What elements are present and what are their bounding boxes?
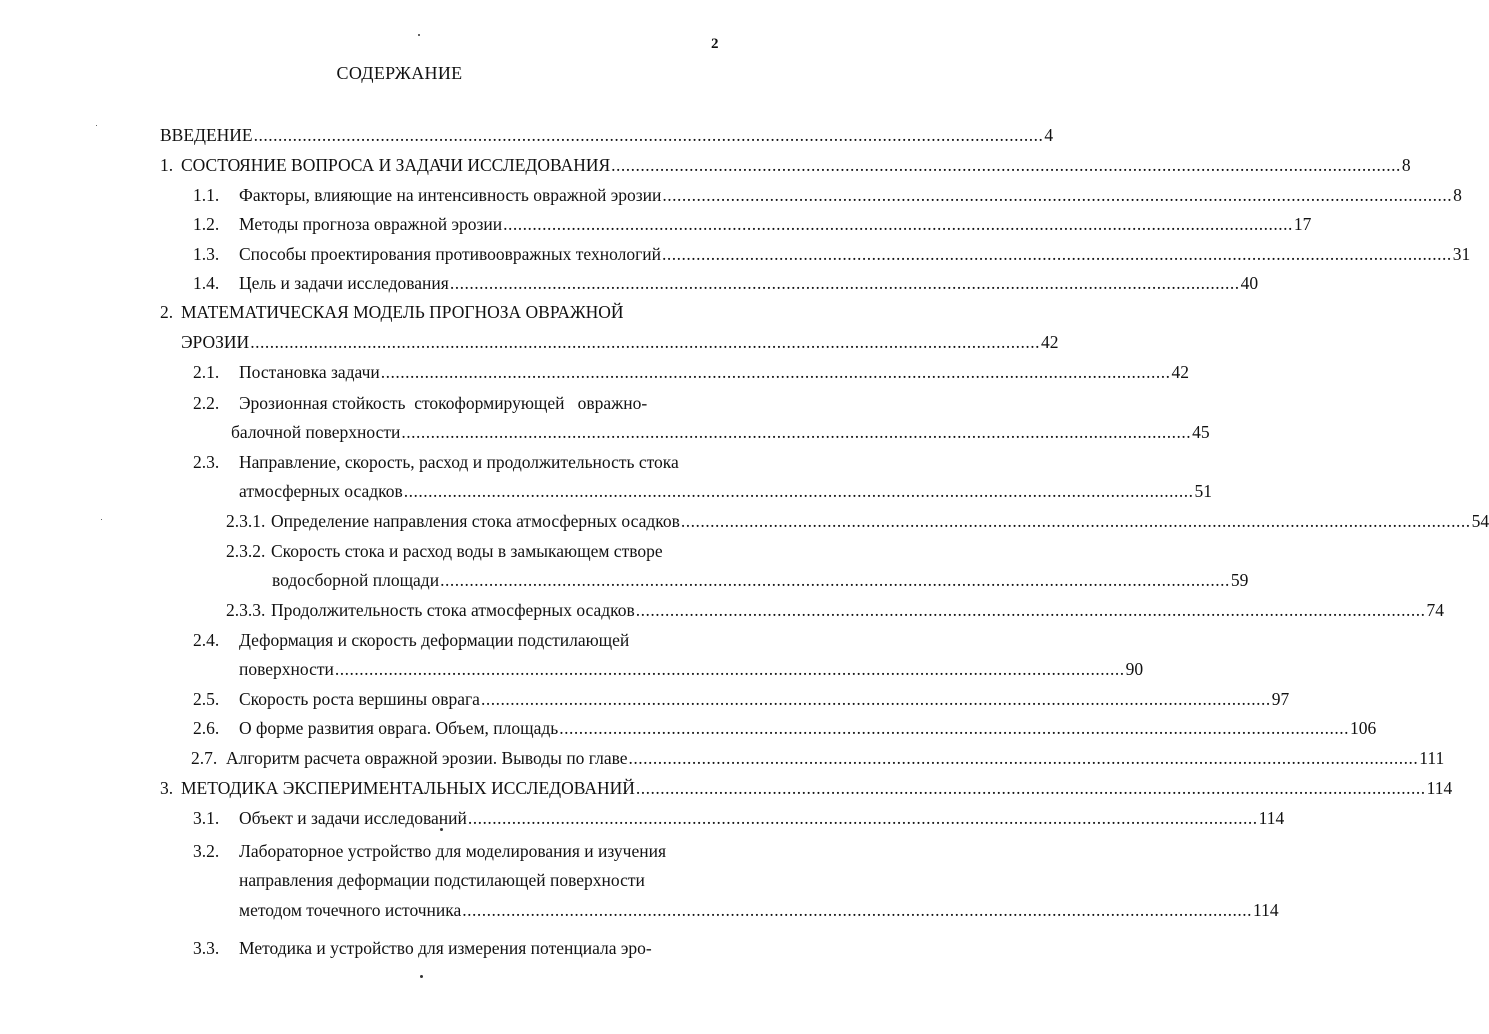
toc-leader: .................................................................................................................................................................. <box>253 125 1044 145</box>
toc-entry-2-5 <box>193 685 1290 713</box>
toc-entry-2-3-2 <box>226 537 720 565</box>
toc-entry-text: Скорость роста вершины оврага <box>239 689 480 709</box>
toc-entry-3 <box>160 774 1453 802</box>
toc-leader: .................................................................................................................................................................. <box>635 600 1426 620</box>
toc-entry-2-3-3 <box>226 596 1445 624</box>
toc-entry-page: 4 <box>1044 125 1054 145</box>
toc-entry-text: Методы прогноза овражной эрозии <box>239 214 503 234</box>
toc-entry-2-2-cont <box>193 418 1210 446</box>
toc-leader: .................................................................................................................................................................. <box>480 689 1271 709</box>
toc-leader: .................................................................................................................................................................. <box>467 808 1258 828</box>
toc-entry-text: ЭРОЗИИ <box>181 332 250 352</box>
toc-entry-text: Эрозионная стойкость стокоформирующей овражно- <box>239 393 648 413</box>
toc-leader: .................................................................................................................................................................. <box>334 659 1125 679</box>
toc-leader: .................................................................................................................................................................. <box>662 185 1453 205</box>
toc-entry-text: МЕТОДИКА ЭКСПЕРИМЕНТАЛЬНЫХ ИССЛЕДОВАНИЙ <box>181 778 635 798</box>
scan-speck <box>440 828 443 831</box>
toc-entry-number: 2.6. <box>193 718 220 738</box>
toc-entry-text: ВВЕДЕНИЕ <box>160 125 253 145</box>
toc-entry-text: Лабораторное устройство для моделирования и изучения <box>239 841 667 861</box>
toc-entry-page: 59 <box>1230 570 1249 590</box>
page-title: СОДЕРЖАНИЕ <box>336 63 463 83</box>
toc-entry-page: 106 <box>1350 718 1377 738</box>
toc-entry-number: 1.4. <box>193 273 220 293</box>
toc-entry-2-2 <box>193 389 720 417</box>
toc-entry-2-7 <box>191 744 1445 772</box>
toc-entry-text: атмосферных осадков <box>239 481 403 501</box>
toc-entry-number: 1.2. <box>193 214 220 234</box>
toc-entry-text: Постановка задачи <box>239 362 380 382</box>
toc-leader: .................................................................................................................................................................. <box>503 214 1293 234</box>
toc-entry-number: 2.3.1. <box>226 511 266 531</box>
toc-leader: .................................................................................................................................................................. <box>611 155 1401 175</box>
toc-entry-2-4-cont <box>193 655 1144 683</box>
toc-entry-text: Методика и устройство для измерения потенциала эро- <box>239 938 652 958</box>
toc-entry-text: водосборной площади <box>272 570 440 590</box>
toc-entry-page: 114 <box>1253 900 1279 920</box>
toc-entry-page: 45 <box>1192 422 1210 442</box>
toc-leader: .................................................................................................................................................................. <box>380 362 1171 382</box>
toc-entry-page: 42 <box>1040 332 1059 352</box>
toc-entry-page: 111 <box>1419 748 1445 768</box>
toc-entry-intro <box>160 121 1054 149</box>
toc-entry-page: 8 <box>1401 155 1411 175</box>
toc-leader: .................................................................................................................................................................. <box>462 900 1253 920</box>
toc-entry-text: Определение направления стока атмосферных осадков <box>271 511 680 531</box>
toc-leader: .................................................................................................................................................................. <box>449 273 1240 293</box>
toc-entry-3-2-cont1 <box>193 866 720 894</box>
toc-entry-number: 2. <box>160 302 174 322</box>
toc-entry-text: Алгоритм расчета овражной эрозии. Выводы по главе <box>226 748 628 768</box>
toc-entry-text: методом точечного источника <box>239 900 462 920</box>
toc-entry-1 <box>160 151 1411 179</box>
toc-entry-text: Продолжительность стока атмосферных осадков <box>271 600 635 620</box>
toc-entry-number: 3.3. <box>193 938 220 958</box>
toc-entry-number: 1.1. <box>193 185 220 205</box>
page-number: 2 <box>711 36 719 52</box>
toc-entry-text: Цель и задачи исследования <box>239 273 449 293</box>
toc-entry-number: 2.3. <box>193 452 220 472</box>
toc-entry-number: 1. <box>160 155 174 175</box>
scan-speck <box>101 519 102 520</box>
toc-entry-number: 2.2. <box>193 393 220 413</box>
toc-entry-text: Деформация и скорость деформации подстилающей <box>239 630 630 650</box>
toc-entry-2-3-1 <box>226 507 1489 535</box>
toc-entry-text: Скорость стока и расход воды в замыкающем створе <box>271 541 663 561</box>
toc-entry-number: 1.3. <box>193 244 220 264</box>
toc-entry-3-2 <box>193 837 720 865</box>
toc-entry-text: Факторы, влияющие на интенсивность овражной эрозии <box>239 185 662 205</box>
scan-speck <box>418 34 420 36</box>
toc-entry-page: 42 <box>1171 362 1190 382</box>
toc-entry-page: 114 <box>1426 778 1453 798</box>
toc-entry-3-3 <box>193 934 720 962</box>
toc-entry-page: 97 <box>1271 689 1290 709</box>
toc-leader: .................................................................................................................................................................. <box>628 748 1419 768</box>
toc-leader: .................................................................................................................................................................. <box>559 718 1349 738</box>
toc-entry-page: 54 <box>1471 511 1489 531</box>
toc-entry-page: 90 <box>1125 659 1144 679</box>
scan-speck <box>96 125 97 126</box>
toc-entry-page: 8 <box>1453 185 1462 205</box>
scan-speck <box>420 975 423 978</box>
toc-entry-1-2 <box>193 210 1312 238</box>
toc-entry-page: 31 <box>1452 244 1471 264</box>
toc-entry-text: СОСТОЯНИЕ ВОПРОСА И ЗАДАЧИ ИССЛЕДОВАНИЯ <box>181 155 611 175</box>
toc-entry-page: 17 <box>1293 214 1312 234</box>
toc-entry-number: 2.3.3. <box>226 600 266 620</box>
toc-entry-2-cont <box>160 328 1059 356</box>
toc-entry-page: 114 <box>1258 808 1285 828</box>
toc-entry-2 <box>160 298 720 326</box>
toc-entry-1-4 <box>193 269 1259 297</box>
toc-entry-text: Направление, скорость, расход и продолжительность стока <box>239 452 679 472</box>
toc-entry-2-4 <box>193 626 720 654</box>
toc-leader: .................................................................................................................................................................. <box>401 422 1192 442</box>
toc-entry-page: 74 <box>1426 600 1445 620</box>
toc-entry-1-1 <box>193 181 1462 209</box>
toc-entry-number: 2.1. <box>193 362 220 382</box>
toc-entry-3-2-cont2 <box>193 896 1279 924</box>
toc-entry-text: О форме развития оврага. Объем, площадь <box>239 718 559 738</box>
toc-entry-2-1 <box>193 358 1190 386</box>
toc-leader: .................................................................................................................................................................. <box>635 778 1426 798</box>
toc-leader: .................................................................................................................................................................. <box>250 332 1040 352</box>
toc-entry-number: 3.2. <box>193 841 220 861</box>
toc-entry-page: 51 <box>1194 481 1213 501</box>
toc-entry-number: 3.1. <box>193 808 220 828</box>
toc-entry-1-3 <box>193 240 1471 268</box>
toc-entry-number: 2.5. <box>193 689 220 709</box>
toc-entry-2-3 <box>193 448 720 476</box>
toc-leader: .................................................................................................................................................................. <box>661 244 1452 264</box>
toc-entry-text: Объект и задачи исследований <box>239 808 467 828</box>
toc-entry-text: МАТЕМАТИЧЕСКАЯ МОДЕЛЬ ПРОГНОЗА ОВРАЖНОЙ <box>181 302 624 322</box>
toc-entry-2-3-2-cont <box>226 566 1249 594</box>
toc-entry-number: 2.4. <box>193 630 220 650</box>
toc-entry-2-6 <box>193 714 1377 742</box>
toc-entry-number: 2.7. <box>191 748 218 768</box>
toc-entry-2-3-cont <box>193 477 1213 505</box>
toc-entry-3-1 <box>193 804 1285 832</box>
toc-entry-text: поверхности <box>239 659 334 679</box>
toc-leader: .................................................................................................................................................................. <box>440 570 1230 590</box>
toc-entry-text: Способы проектирования противоовражных технологий <box>239 244 661 264</box>
toc-entry-number: 2.3.2. <box>226 541 266 561</box>
toc-leader: .................................................................................................................................................................. <box>680 511 1471 531</box>
toc-entry-text: балочной поверхности <box>231 422 401 442</box>
toc-entry-number: 3. <box>160 778 174 798</box>
toc-entry-text: направления деформации подстилающей поверхности <box>239 870 645 890</box>
toc-leader: .................................................................................................................................................................. <box>403 481 1194 501</box>
toc-entry-page: 40 <box>1240 273 1259 293</box>
